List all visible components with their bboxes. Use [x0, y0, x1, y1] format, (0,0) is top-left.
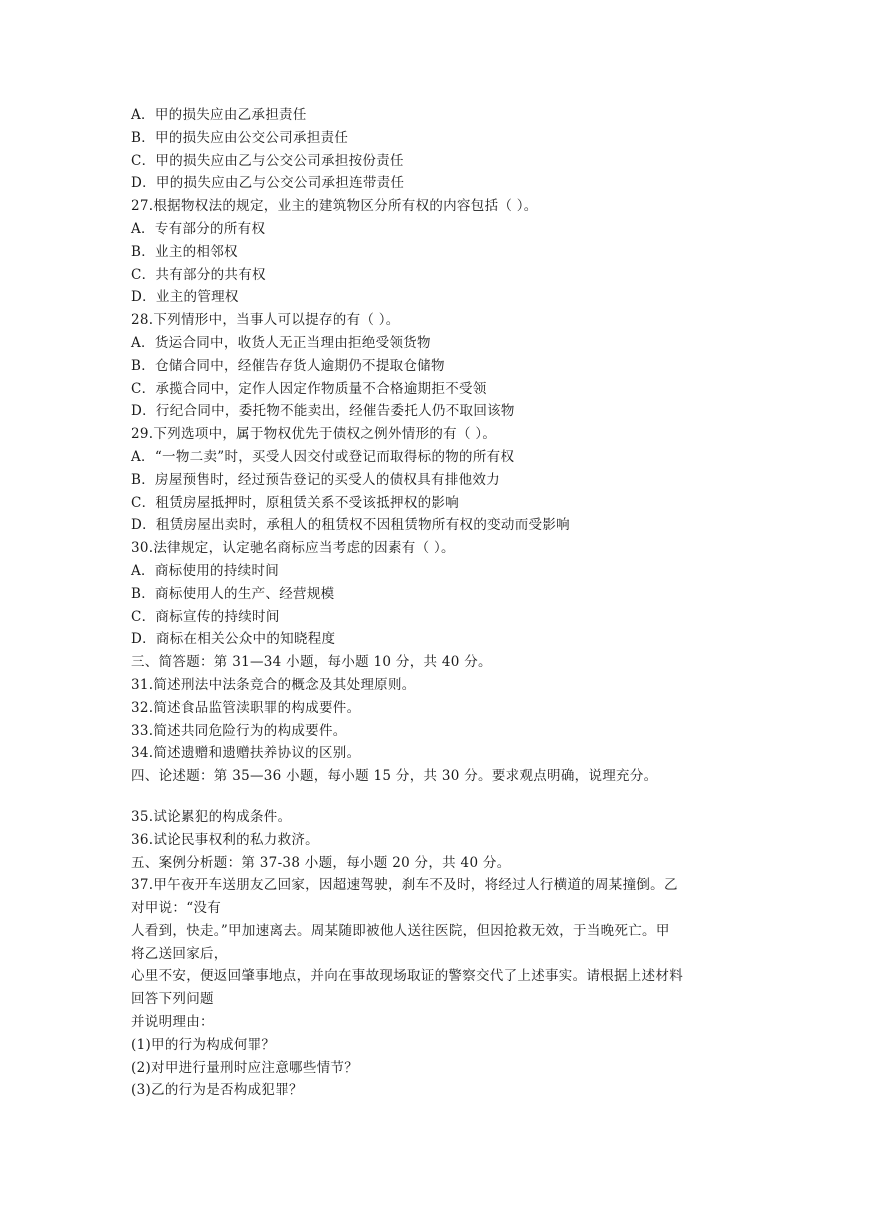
text-line: B．业主的相邻权 [131, 243, 238, 260]
text-block-questions [131, 104, 751, 788]
text-line: 四、论述题：第 35—36 小题，每小题 15 分，共 30 分。要求观点明确，说理充分。 [131, 768, 658, 785]
text-line: 37.甲午夜开车送朋友乙回家，因超速驾驶，刹车不及时，将经过人行横道的周某撞倒。乙 [131, 877, 678, 894]
text-line: A．“一物二卖”时，买受人因交付或登记而取得标的物的所有权 [131, 448, 515, 465]
text-line: A．货运合同中，收货人无正当理由拒绝受领货物 [131, 334, 431, 351]
text-line: B．商标使用人的生产、经营规模 [131, 585, 335, 602]
text-line: 五、案例分析题：第 37-38 小题，每小题 20 分，共 40 分。 [131, 854, 511, 871]
text-line: C．租赁房屋抵押时，原租赁关系不受该抵押权的影响 [131, 494, 460, 511]
text-line: C．甲的损失应由乙与公交公司承担按份责任 [131, 152, 404, 169]
text-line: 并说明理由： [131, 1014, 214, 1031]
text-line: C．共有部分的共有权 [131, 266, 266, 283]
text-line: B．房屋预售时，经过预告登记的买受人的债权具有排他效力 [131, 471, 501, 488]
document-page [131, 104, 751, 1102]
text-line: D．商标在相关公众中的知晓程度 [131, 631, 336, 648]
text-line: 心里不安，便返回肇事地点，并向在事故现场取证的警察交代了上述事实。请根据上述材料 [131, 968, 683, 985]
text-line: D．业主的管理权 [131, 289, 239, 306]
text-line: 33.简述共同危险行为的构成要件。 [131, 722, 347, 739]
text-line: D．甲的损失应由乙与公交公司承担连带责任 [131, 175, 405, 192]
text-line: 人看到，快走。”甲加速离去。周某随即被他人送往医院，但因抢救无效，于当晚死亡。甲 [131, 922, 670, 939]
text-line: (3)乙的行为是否构成犯罪？ [131, 1082, 303, 1099]
text-line: 三、简答题：第 31—34 小题，每小题 10 分，共 40 分。 [131, 654, 492, 671]
text-line: 34.简述遗赠和遗赠扶养协议的区别。 [131, 745, 361, 762]
text-line: 30.法律规定，认定驰名商标应当考虑的因素有（ ）。 [131, 540, 455, 557]
text-line: 31.简述刑法中法条竞合的概念及其处理原则。 [131, 676, 416, 693]
text-line: A．商标使用的持续时间 [131, 562, 280, 579]
text-line: D．行纪合同中，委托物不能卖出，经催告委托人仍不取回该物 [131, 403, 515, 420]
text-line: 35.试论累犯的构成条件。 [131, 808, 292, 825]
text-line: 36.试论民事权利的私力救济。 [131, 831, 319, 848]
text-line: 对甲说：“没有 [131, 900, 222, 917]
text-line: D．租赁房屋出卖时，承租人的租赁权不因租赁物所有权的变动而受影响 [131, 517, 570, 534]
text-line: A．专有部分的所有权 [131, 220, 266, 237]
paragraph-gap [131, 788, 751, 806]
text-line: 28.下列情形中，当事人可以提存的有（ ）。 [131, 312, 400, 329]
text-line: B．甲的损失应由公交公司承担责任 [131, 129, 349, 146]
text-line: A．甲的损失应由乙承担责任 [131, 107, 307, 123]
text-block-essay-and-case [131, 806, 751, 1102]
text-line: 回答下列问题 [131, 991, 214, 1008]
text-line: (2)对甲进行量刑时应注意哪些情节？ [131, 1059, 359, 1076]
text-line: 32.简述食品监管渎职罪的构成要件。 [131, 699, 361, 716]
text-line: 将乙送回家后， [131, 945, 228, 962]
text-line: (1)甲的行为构成何罪？ [131, 1036, 276, 1053]
text-line: 27.根据物权法的规定，业主的建筑物区分所有权的内容包括（ ）。 [131, 198, 538, 215]
text-line: 29.下列选项中，属于物权优先于债权之例外情形的有（ ）。 [131, 426, 497, 443]
text-line: B．仓储合同中，经催告存货人逾期仍不提取仓储物 [131, 357, 445, 374]
text-line: C．商标宣传的持续时间 [131, 608, 280, 625]
text-line: C．承揽合同中，定作人因定作物质量不合格逾期拒不受领 [131, 380, 487, 397]
